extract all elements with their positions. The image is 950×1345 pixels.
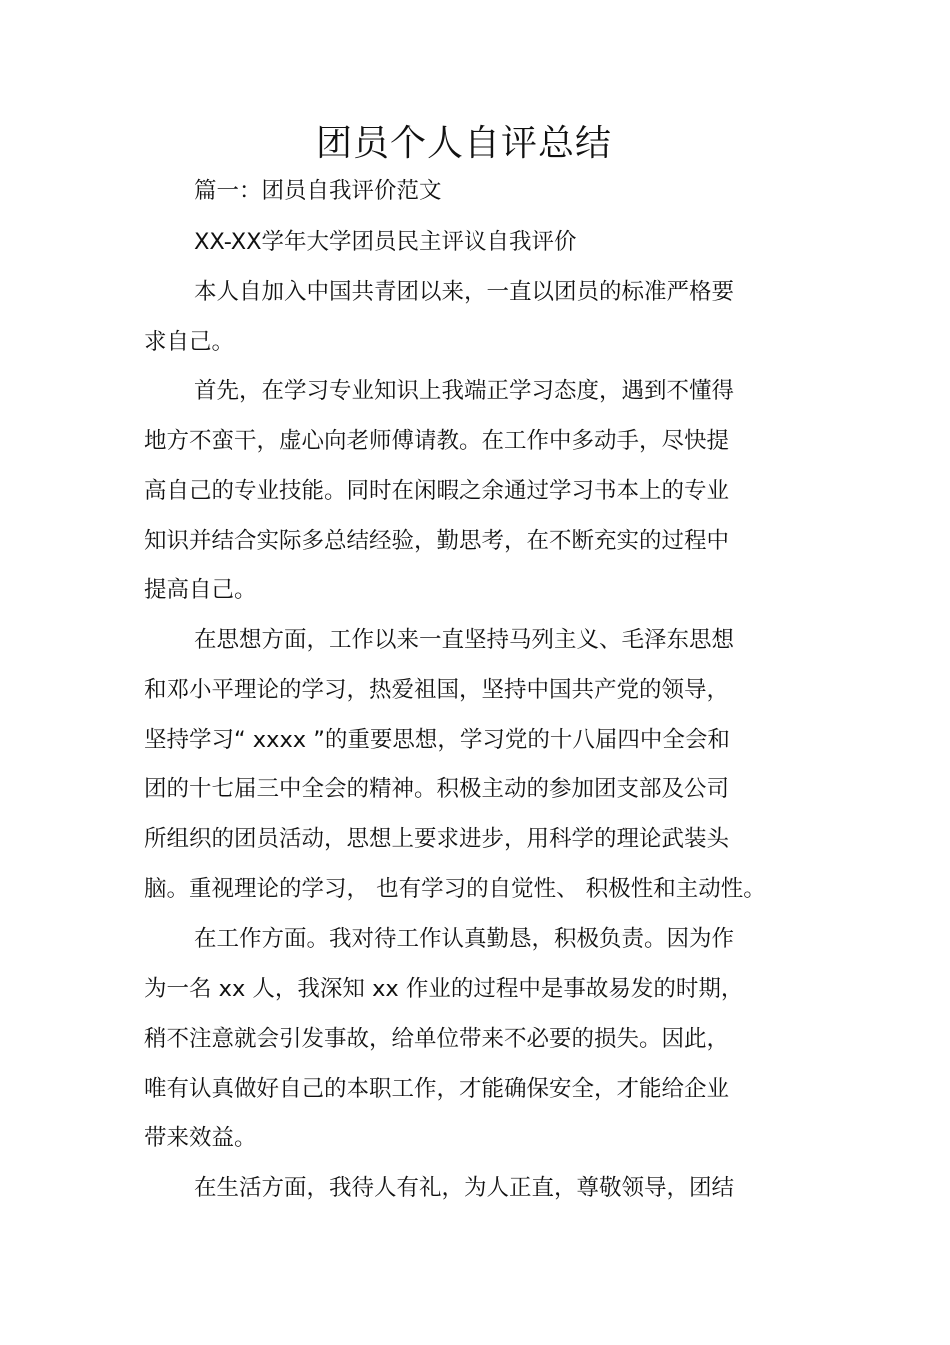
paragraph-line: 稍不注意就会引发事故，给单位带来不必要的损失。因此， — [144, 1026, 730, 1052]
paragraph-line: 在工作方面。我对待工作认真勤恳，积极负责。因为作 — [194, 926, 735, 952]
paragraph-line: 坚持学习“ xxxx ”的重要思想，学习党的十八届四中全会和 — [144, 727, 730, 753]
paragraph-line: 知识并结合实际多总结经验，勤思考，在不断充实的过程中 — [144, 528, 730, 554]
paragraph-line: 高自己的专业技能。同时在闲暇之余通过学习书本上的专业 — [144, 478, 730, 504]
subheading: XX-XX学年大学团员民主评议自我评价 — [194, 229, 577, 255]
paragraph-line: 和邓小平理论的学习，热爱祖国，坚持中国共产党的领导， — [144, 677, 730, 703]
paragraph-line: 求自己。 — [144, 329, 235, 355]
paragraph-line: 地方不蛮干，虚心向老师傅请教。在工作中多动手，尽快提 — [144, 428, 730, 454]
paragraph-line: 脑。重视理论的学习， 也有学习的自觉性、 积极性和主动性。 — [144, 876, 766, 902]
section-heading: 篇一：团员自我评价范文 — [194, 178, 442, 204]
paragraph-line: 在生活方面，我待人有礼，为人正直，尊敬领导，团结 — [194, 1175, 735, 1201]
paragraph-line: 团的十七届三中全会的精神。积极主动的参加团支部及公司 — [144, 776, 730, 802]
paragraph-line: 本人自加入中国共青团以来，一直以团员的标准严格要 — [194, 279, 735, 305]
paragraph-line: 带来效益。 — [144, 1125, 257, 1151]
document-title: 团员个人自评总结 — [315, 123, 612, 164]
paragraph-line: 所组织的团员活动，思想上要求进步，用科学的理论武装头 — [144, 826, 730, 852]
paragraph-line: 提高自己。 — [144, 577, 257, 603]
paragraph-line: 为一名 xx 人，我深知 xx 作业的过程中是事故易发的时期， — [144, 976, 744, 1002]
paragraph-line: 唯有认真做好自己的本职工作，才能确保安全，才能给企业 — [144, 1076, 730, 1102]
paragraph-line: 在思想方面，工作以来一直坚持马列主义、毛泽东思想 — [194, 627, 735, 653]
paragraph-line: 首先，在学习专业知识上我端正学习态度，遇到不懂得 — [194, 378, 735, 404]
